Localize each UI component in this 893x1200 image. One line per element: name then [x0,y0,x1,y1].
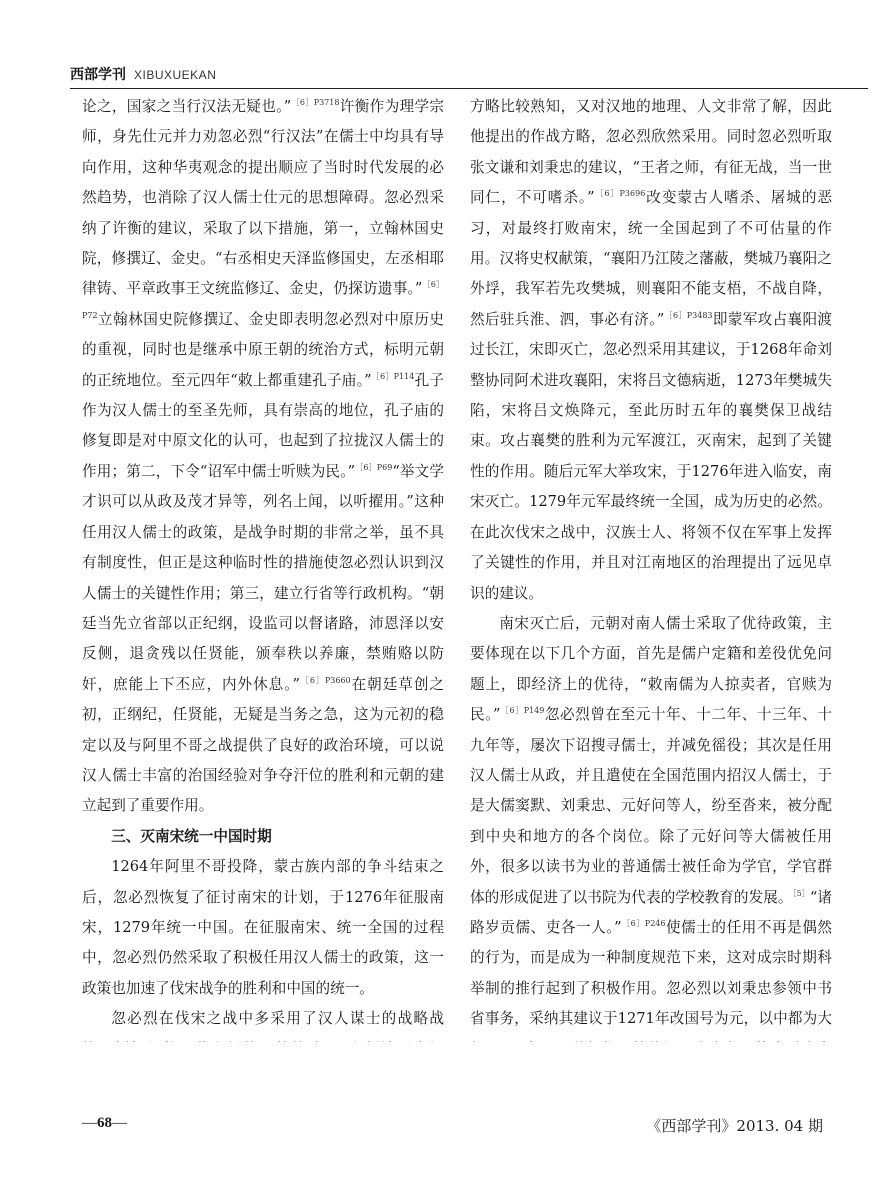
page-number: —68— [82,1115,127,1131]
journal-citation: 《西部学刊》2013. 04 期 [646,1117,823,1135]
citation-ref: ［6］P149 [500,706,545,716]
citation-ref: ［6］P114 [371,371,415,381]
citation-ref: ［5］ [792,888,810,898]
journal-pinyin: XIBUXUEKAN [134,68,217,82]
paragraph: 方略比较熟知，又对汉地的地理、人文非常了解，因此他提出的作战方略，忽必烈欣然采用。同时忽必烈听取张文谦和刘秉忠的建议，“王者之师，有征无战，当一世同仁，不可嗜杀。”$^{[6]P3696}$改变蒙古人嗜杀、屠城的恶习，对最终打败南宋，统一全国起到了不可估量的作用。汉将史权献策，“襄阳乃江陵之藩蔽，樊城乃襄阳之外垺，我军若先攻樊城，则襄阳不能支梧，不战自降，然后驻兵淮、泗，事必有济。”$^{[6]P3483}$即蒙军攻占襄阳渡过长江，宋即灭亡，忽必烈采用其建议，于1268年命刘整协同阿术进攻襄阳，宋将吕文德病逝，1273年樊城失陷，宋将吕文焕降元，至此历时五年的襄樊保卫战结束。攻占襄樊的胜利为元军渡江，灭南宋，起到了关键性的作用。随后元军大举攻宋，于1276年进入临安，南宋灭亡。1279年元军最终统一全国，成为历史的必然。在此次伐宋之战中，汉族士人、将领不仅在军事上发挥了关键性的作用，并且对江南地区的治理提出了远见卓识的建议。 [470,98,832,602]
citation-ref: ［6］P3718 [291,98,340,108]
journal-name: 西部学刊 [70,67,126,83]
paragraph: 1264年阿里不哥投降，蒙古族内部的争斗结束之后，忽必烈恢复了征讨南宋的计划，于1276年征服南宋，1279年统一中国。在征服南宋、统一全国的过程中，忽必烈仍然采取了积极任用汉人儒士的政策，这一政策也加速了伐宋战争的胜利和中国的统一。 [82,858,444,997]
right-column [470,92,832,1042]
paragraph: 忽必烈在伐宋之战中多采用了汉人谋士的战略战 [111,1010,444,1028]
header-rule [70,88,868,89]
citation-ref: ［6］P3483 [664,310,713,320]
paragraph: 南宋灭亡后，元朝对南人儒士采取了优待政策，主要体现在以下几个方面，首先是儒户定籍和差役优免问题上，即经济上的优待，“敕南儒为人掠卖者，官赎为民。”$^{[6]P149}$忽必烈曾在至元十年、十二年、十三年、十九年等，屡次下诏搜寻儒士，并减免徭役；其次是任用汉人儒士从政，并且遣使在全国范围内招汉人儒士，于是大儒窦默、刘秉忠、元好问等人，纷至沓来，被分配到中央和地方的各个岗位。除了元好问等大儒被任用外，很多以读书为业的普通儒士被任命为学官，学官群体的形成促进了以书院为代表的学校教育的发展。$^{[5]}$“诸路岁贡儒、吏各一人。”$^{[6]P246}$使儒士的任用不再是偶然的行为，而是成为一种制度规范下来，这对成宗时期科举制的推行起到了积极作用。忽必烈以刘秉忠参领中书省事务，采纳其建议于1271年改国号为元，以中都为大 [470,614,832,1028]
citation-ref: ［6］P72 [82,280,444,320]
citation-ref: ［6］P3660 [299,675,351,685]
left-column [82,92,444,1042]
paragraph: 论之，国家之当行汉法无疑也。”$^{[6]P3718}$许衡作为理学宗师，身先仕元并力劝忽必烈“行汉法”在儒士中均具有导向作用，这种华夷观念的提出顺应了当时时代发展的必然趋势，也消除了汉人儒士仕元的思想障碍。忽必烈采纳了许衡的建议，采取了以下措施，第一，立翰林国史院，修撰辽、金史。“右丞相史天泽监修国史，左丞相耶律铸、平章政事王文统监修辽、金史，仍探访遗事。”$^{[6]P72}$立翰林国史院修撰辽、金史即表明忽必烈对中原历史的重视，同时也是继承中原王朝的统治方式，标明元朝的正统地位。至元四年“敕上都重建孔子庙。”$^{[6]P114}$孔子作为汉人儒士的至圣先师，具有崇高的地位，孔子庙的修复即是对中原文化的认可，也起到了拉拢汉人儒士的作用；第二，下令“诏军中儒士听赎为民。”$^{[6]P69}$“举文学才识可以从政及茂才异等，列名上闻，以听擢用。”这种任用汉人儒士的政策，是战争时期的非常之举，虽不具有制度性，但正是这种临时性的措施使忽必烈认识到汉人儒士的关键性作用；第三，建立行省等行政机构。“朝廷当先立省部以正纪纲，设监司以督诸路，沛恩泽以安反侧，退贪残以任贤能，颁奉秩以养廉，禁贿赂以防奸，庶能上下丕应，内外休息。”$^{[6]P3660}$在朝廷草创之初，正纲纪，任贤能，无疑是当务之急，这为元初的稳定以及与阿里不哥之战提供了良好的政治环境，可以说汉人儒士丰富的治国经验对争夺汗位的胜利和元朝的建立起到了重要作用。 [82,98,444,815]
citation-ref: ［6］P3696 [594,189,646,199]
running-header [70,64,870,86]
citation-ref: ［6］P246 [621,919,666,929]
section-heading: 三、灭南宋统一中国时期 [111,827,272,845]
citation-ref: ［6］P69 [355,463,393,473]
